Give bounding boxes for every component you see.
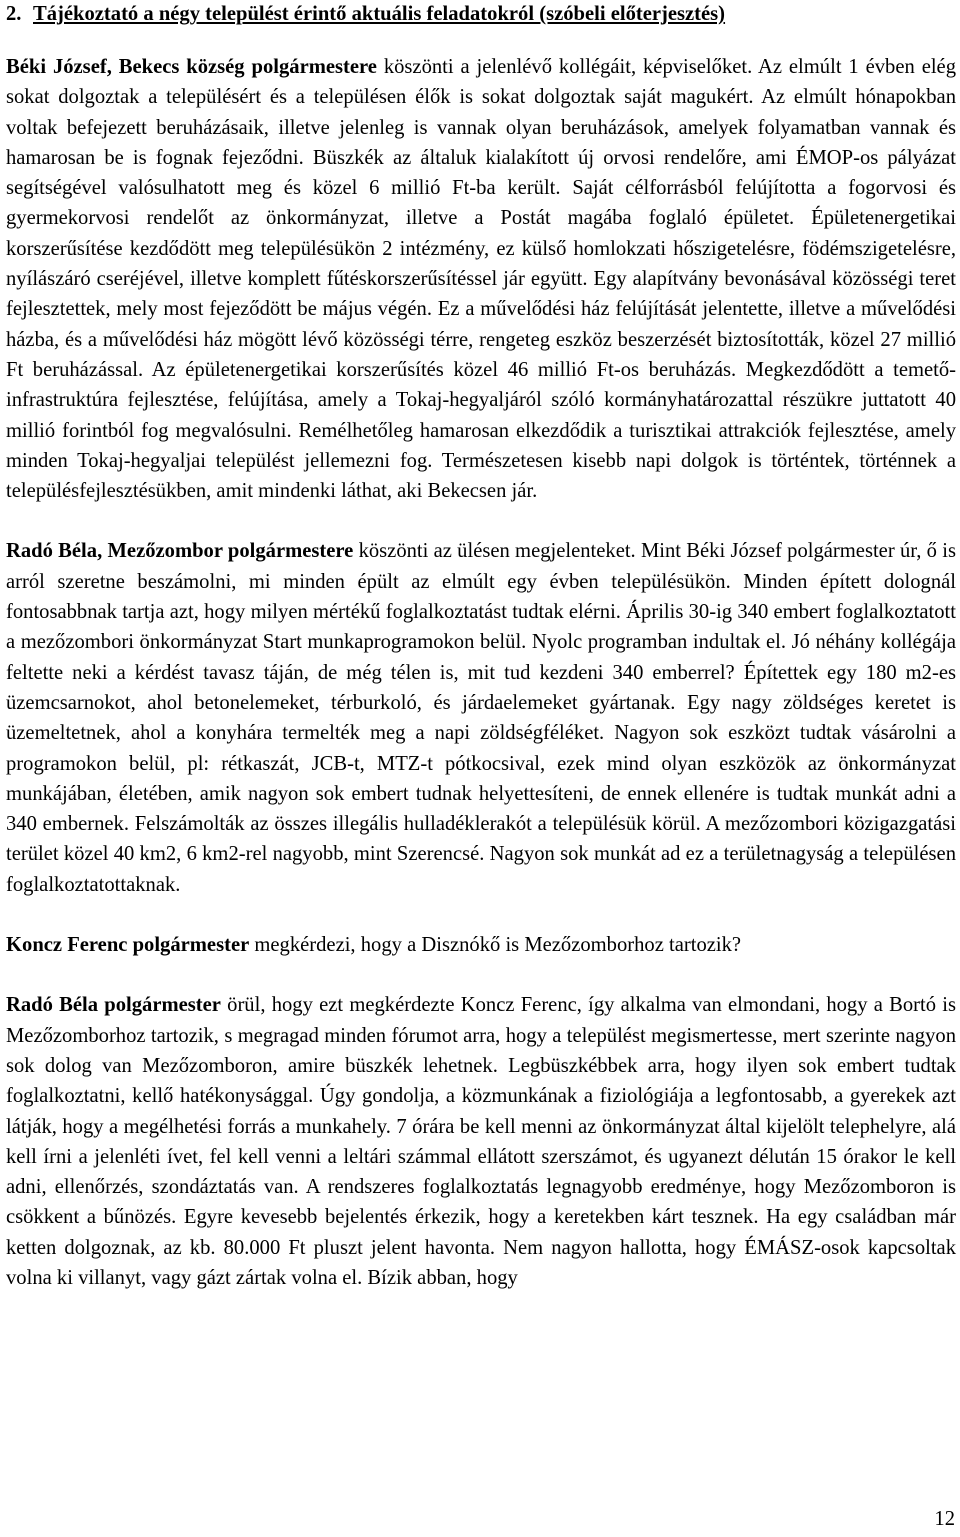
section-number: 2. — [6, 3, 22, 25]
document-page — [6, 0, 956, 1293]
speaker-name: Koncz Ferenc polgármester — [6, 934, 250, 957]
section-title: Tájékoztató a négy települést érintő aktuális feladatokról (szóbeli előterjesztés) — [33, 3, 726, 25]
paragraph-text: örül, hogy ezt megkérdezte Koncz Ferenc, így alkalma van elmondani, hogy a Bortó is Mezőzomborhoz tartozik, s megragad minden fórumot arra, hogy a települést megismertesse, mert szerinte nagyon sok dolog van Mezőzomboron, amire büszkék lehetnek. Legbüszkébbek arra, hogy ilyen sok embert tudtak foglalkoztatni, kellő hatékonysággal. Úgy gondolja, a közmunkának a fiziológiája a legfontosabb, a gyerekek azt látják, hogy a megélhetési forrás a munkahely. 7 órára be kell menni az önkormányzat által kijelölt telephelyre, alá kell írni a jelenléti ívet, fel kell venni a leltári számmal ellátott szerszámot, és ugyanezt délután 15 órakor le kell adni, ellenőrzés, szondáztatás van. A rendszeres foglalkoztatás legnagyobb eredménye, hogy Mezőzomboron is csökkent a bűnözés. Egyre kevesebb bejelentés érkezik, hogy a keretekben kárt tesznek. Ha egy családban már ketten dolgoznak, az kb. 80.000 Ft pluszt jelent havonta. Nem nagyon hallotta, hogy ÉMÁSZ-osok kapcsoltak volna ki villanyt, vagy gázt zártak volna el. Bízik abban, hogy — [6, 994, 956, 1289]
paragraph-text: megkérdezi, hogy a Disznókő is Mezőzomborhoz tartozik? — [249, 934, 742, 957]
paragraph-beki — [6, 52, 956, 506]
section-heading — [6, 0, 956, 28]
speaker-name: Radó Béla, Mezőzombor polgármestere — [6, 540, 354, 563]
paragraph-koncz — [6, 930, 956, 960]
speaker-name: Radó Béla polgármester — [6, 994, 221, 1017]
speaker-name: Béki József, Bekecs község polgármestere — [6, 56, 377, 78]
paragraph-text: köszönti az ülésen megjelenteket. Mint Béki József polgármester úr, ő is arról szeretne beszámolni, mi minden épült az elmúlt egy évben településükön. Minden épített dolognál fontosabbnak tartja azt, hogy milyen mértékű foglalkoztatást tudtak elérni. Április 30-ig 340 embert foglalkoztatott a mezőzombori önkormányzat Start munkaprogramokon belül. Nyolc programban indultak el. Jó néhány kollégája feltette neki a kérdést tavasz táján, de még télen is, mit tud kezdeni 340 emberrel? Építettek egy 180 m2-es üzemcsarnokot, ahol betonelemeket, térburkoló, és járdaelemeket gyártanak. Egy nagy zöldséges keretet is üzemeltetnek, ahol a konyhára termelték meg a napi zöldségféléket. Nagyon sok eszközt tudtak vásárolni a programokon belül, pl: rétkaszát, JCB-t, MTZ-t pótkocsival, ezek mind olyan eszközök az önkormányzat munkájában, életében, amik nagyon sok embert tudnak helyettesíteni, de ennek ellenére is tudtak munkát adni a 340 embernek. Felszámolták az összes illegális hulladéklerakót a településük körül. A mezőzombori közigazgatási terület közel 40 km2, 6 km2-rel nagyobb, mint Szerencsé. Nagyon sok munkát ad ez a területnagyság a településen foglalkoztatottaknak. — [6, 540, 956, 896]
page-number: 12 — [934, 1508, 955, 1530]
paragraph-text: köszönti a jelenlévő kollégáit, képviselőket. Az elmúlt 1 évben elég sokat dolgoztak a településért és a településen élők is sokat dolgoztak saját magukért. Az elmúlt hónapokban voltak befejezett beruházásaik, illetve jelenleg is vannak olyan beruházások, amelyek folyamatban vannak és hamarosan be is fognak fejeződni. Büszkék az általuk kialakított új orvosi rendelőre, ami ÉMOP-os pályázat segítségével valósulhatott meg és közel 6 millió Ft-ba került. Saját célforrásból felújította a fogorvosi és gyermekorvosi rendelőt az önkormányzat, illetve a Postát magába foglaló épületet. Épületenergetikai korszerűsítése kezdődött meg településükön 2 intézmény, ez külső homlokzati hőszigetelésre, födémszigetelésre, nyílászáró cseréjével, illetve komplett fűtéskorszerűsítéssel jár együtt. Egy alapítvány bevonásával közösségi teret fejlesztettek, mely most fejeződött be május végén. Ez a művelődési ház felújítását jelentette, illetve a művelődési házba, és a művelődési ház mögött lévő közösségi térre, rengeteg eszköz beszerzését biztosították, közel 27 millió Ft beruházással. Az épületenergetikai korszerűsítés közel 46 millió Ft-os beruházás. Megkezdődött a temető-infrastruktúra fejlesztése, felújítása, amely a Tokaj-hegyaljáról szóló kormányhatározattal részükre juttatott 40 millió forintból fog megvalósulni. Remélhetőleg hamarosan elkezdődik a turisztikai attrakciók fejlesztése, amely minden Tokaj-hegyaljai települést jellemezni fog. Természetesen kisebb napi dolgok is történtek, történnek a településfejlesztésükben, amit mindenki láthat, aki Bekecsen jár. — [6, 56, 956, 503]
paragraph-rado-1 — [6, 536, 956, 900]
paragraph-rado-2 — [6, 990, 956, 1293]
